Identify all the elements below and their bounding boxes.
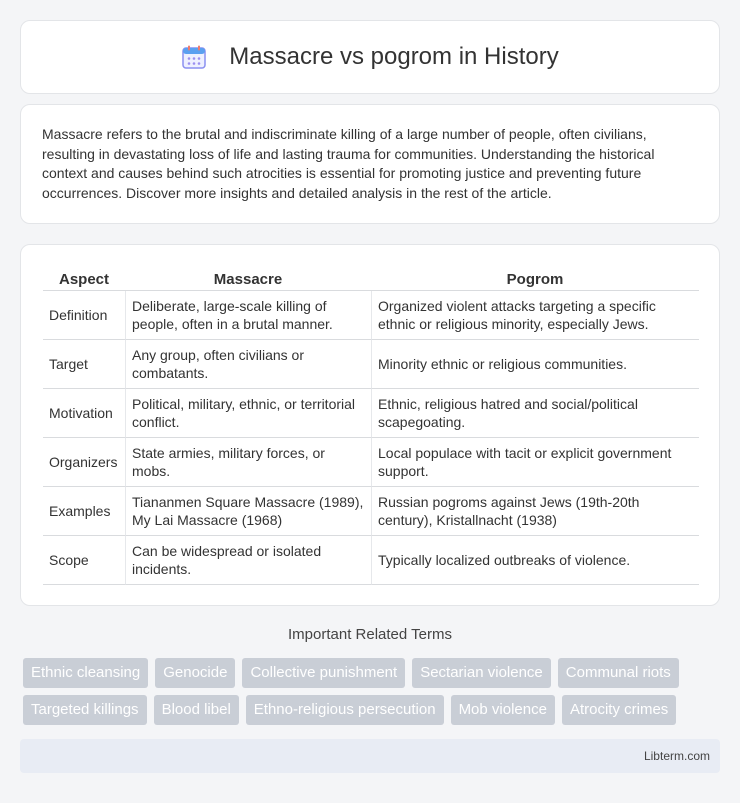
table-row (43, 536, 699, 585)
tag-atrocity-crimes[interactable]: Atrocity crimes (562, 695, 676, 725)
calendar-icon (181, 44, 207, 70)
pogrom-cell: Organized violent attacks targeting a specific ethnic or religious minority, especially Jews. (371, 291, 699, 340)
massacre-cell: Tiananmen Square Massacre (1989), My Lai Massacre (1968) (125, 487, 371, 536)
comparison-table (43, 265, 699, 585)
massacre-cell: Can be widespread or isolated incidents. (125, 536, 371, 585)
pogrom-cell: Russian pogroms against Jews (19th-20th century), Kristallnacht (1938) (371, 487, 699, 536)
footer (20, 739, 720, 773)
tag-genocide[interactable]: Genocide (155, 658, 235, 688)
intro-text: Massacre refers to the brutal and indiscriminate killing of a large number of people, often civilians, resulting in devastating loss of life and lasting trauma for communities. Understanding the historical context and causes behind such atrocities is essential for promoting justice and preventing future occurrences. Discover more insights and detailed analysis in the rest of the article. (42, 126, 655, 201)
pogrom-cell: Typically localized outbreaks of violence. (371, 536, 699, 585)
table-row (43, 389, 699, 438)
table-row (43, 487, 699, 536)
table-header-row (43, 265, 699, 291)
related-terms (23, 658, 723, 732)
intro-card (20, 104, 720, 224)
column-header-aspect: Aspect (43, 265, 125, 291)
massacre-cell: Any group, often civilians or combatants. (125, 340, 371, 389)
table-row (43, 291, 699, 340)
column-header-massacre: Massacre (125, 265, 371, 291)
aspect-cell: Motivation (43, 389, 125, 438)
tag-ethnic-cleansing[interactable]: Ethnic cleansing (23, 658, 148, 688)
tag-sectarian-violence[interactable]: Sectarian violence (412, 658, 551, 688)
title-wrap (181, 43, 558, 71)
massacre-cell: State armies, military forces, or mobs. (125, 438, 371, 487)
massacre-cell: Deliberate, large-scale killing of people, often in a brutal manner. (125, 291, 371, 340)
column-header-pogrom: Pogrom (371, 265, 699, 291)
aspect-cell: Organizers (43, 438, 125, 487)
tag-targeted-killings[interactable]: Targeted killings (23, 695, 147, 725)
tag-row (23, 695, 723, 725)
title-card (20, 20, 720, 94)
aspect-cell: Definition (43, 291, 125, 340)
footer-site-link[interactable]: Libterm.com (643, 749, 710, 763)
pogrom-cell: Local populace with tacit or explicit government support. (371, 438, 699, 487)
comparison-table-card (20, 244, 720, 606)
pogrom-cell: Ethnic, religious hatred and social/political scapegoating. (371, 389, 699, 438)
table-row (43, 438, 699, 487)
related-terms-heading: Important Related Terms (288, 626, 452, 643)
tag-mob-violence[interactable]: Mob violence (451, 695, 555, 725)
tag-communal-riots[interactable]: Communal riots (558, 658, 679, 688)
page-title: Massacre vs pogrom in History (229, 43, 559, 70)
aspect-cell: Examples (43, 487, 125, 536)
tag-row (23, 658, 723, 688)
aspect-cell: Target (43, 340, 125, 389)
tag-ethno-religious-persecution[interactable]: Ethno-religious persecution (246, 695, 444, 725)
tag-collective-punishment[interactable]: Collective punishment (242, 658, 405, 688)
table-row (43, 340, 699, 389)
pogrom-cell: Minority ethnic or religious communities. (371, 340, 699, 389)
aspect-cell: Scope (43, 536, 125, 585)
tag-blood-libel[interactable]: Blood libel (154, 695, 239, 725)
massacre-cell: Political, military, ethnic, or territorial conflict. (125, 389, 371, 438)
